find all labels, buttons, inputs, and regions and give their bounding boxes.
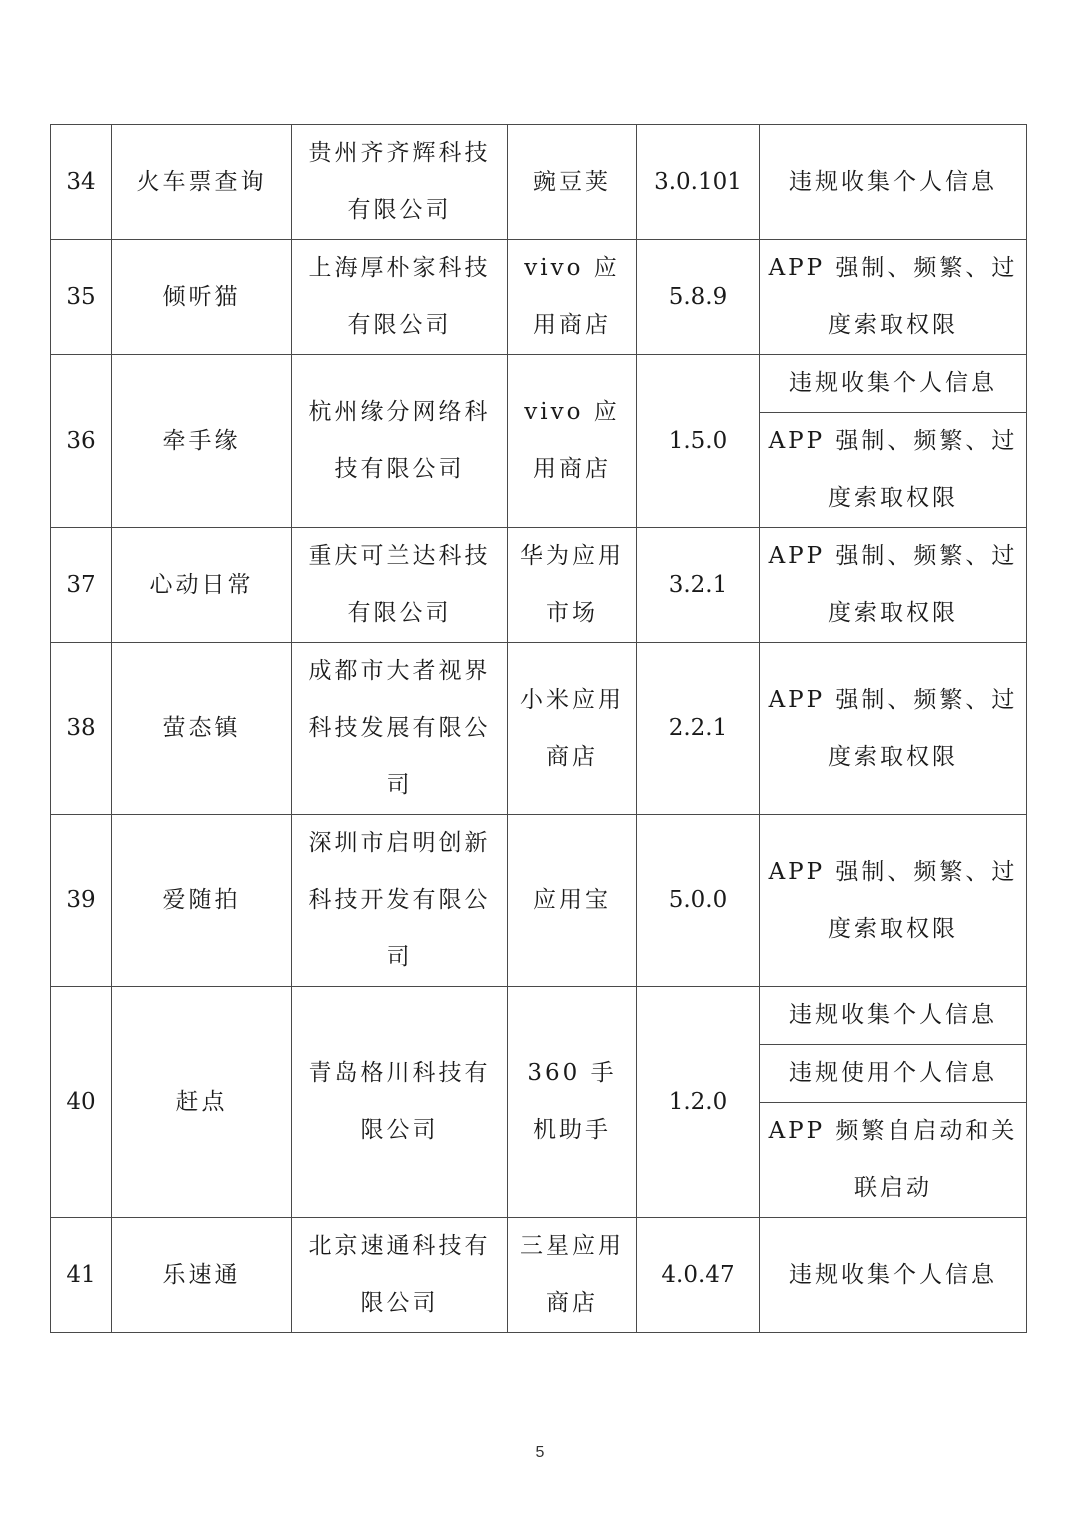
version-cell: 1.2.0 (637, 987, 760, 1218)
page-number: 5 (535, 1444, 545, 1461)
issue-cell: APP 强制、频繁、过度索取权限 (760, 413, 1027, 528)
app-name-cell: 心动日常 (112, 528, 292, 643)
table-row (51, 987, 1027, 1045)
company-cell: 上海厚朴家科技有限公司 (292, 240, 508, 355)
issue-cell: 违规收集个人信息 (760, 125, 1027, 240)
table-row (51, 815, 1027, 987)
app-name-cell: 牵手缘 (112, 355, 292, 528)
app-store-cell: 360 手机助手 (508, 987, 637, 1218)
company-cell: 深圳市启明创新科技开发有限公司 (292, 815, 508, 987)
app-name-cell: 倾听猫 (112, 240, 292, 355)
app-store-cell: 豌豆荚 (508, 125, 637, 240)
app-store-cell: 三星应用商店 (508, 1218, 637, 1333)
version-cell: 4.0.47 (637, 1218, 760, 1333)
version-cell: 3.2.1 (637, 528, 760, 643)
app-store-cell: vivo 应用商店 (508, 240, 637, 355)
app-name-cell: 赶点 (112, 987, 292, 1218)
issue-cell: 违规收集个人信息 (760, 987, 1027, 1045)
row-number-cell: 35 (51, 240, 112, 355)
app-name-cell: 火车票查询 (112, 125, 292, 240)
app-store-cell: vivo 应用商店 (508, 355, 637, 528)
company-cell: 成都市大者视界科技发展有限公司 (292, 643, 508, 815)
row-number-cell: 37 (51, 528, 112, 643)
app-name-cell: 萤态镇 (112, 643, 292, 815)
table-body (51, 125, 1027, 1333)
issue-cell: 违规收集个人信息 (760, 1218, 1027, 1333)
app-store-cell: 小米应用商店 (508, 643, 637, 815)
company-cell: 重庆可兰达科技有限公司 (292, 528, 508, 643)
table-row (51, 125, 1027, 240)
version-cell: 2.2.1 (637, 643, 760, 815)
company-cell: 贵州齐齐辉科技有限公司 (292, 125, 508, 240)
row-number-cell: 41 (51, 1218, 112, 1333)
table-row (51, 643, 1027, 815)
table-row (51, 1218, 1027, 1333)
issue-cell: APP 频繁自启动和关联启动 (760, 1103, 1027, 1218)
issue-cell: APP 强制、频繁、过度索取权限 (760, 643, 1027, 815)
version-cell: 1.5.0 (637, 355, 760, 528)
issue-cell: APP 强制、频繁、过度索取权限 (760, 528, 1027, 643)
company-cell: 杭州缘分网络科技有限公司 (292, 355, 508, 528)
app-store-cell: 应用宝 (508, 815, 637, 987)
table-row (51, 355, 1027, 413)
app-store-cell: 华为应用市场 (508, 528, 637, 643)
version-cell: 3.0.101 (637, 125, 760, 240)
app-name-cell: 爱随拍 (112, 815, 292, 987)
row-number-cell: 34 (51, 125, 112, 240)
app-violation-table (50, 124, 1027, 1333)
table-row (51, 528, 1027, 643)
company-cell: 青岛格川科技有限公司 (292, 987, 508, 1218)
company-cell: 北京速通科技有限公司 (292, 1218, 508, 1333)
version-cell: 5.8.9 (637, 240, 760, 355)
row-number-cell: 40 (51, 987, 112, 1218)
row-number-cell: 38 (51, 643, 112, 815)
issue-cell: APP 强制、频繁、过度索取权限 (760, 240, 1027, 355)
issue-cell: 违规收集个人信息 (760, 355, 1027, 413)
issue-cell: 违规使用个人信息 (760, 1045, 1027, 1103)
row-number-cell: 39 (51, 815, 112, 987)
app-name-cell: 乐速通 (112, 1218, 292, 1333)
version-cell: 5.0.0 (637, 815, 760, 987)
table-row (51, 240, 1027, 355)
row-number-cell: 36 (51, 355, 112, 528)
issue-cell: APP 强制、频繁、过度索取权限 (760, 815, 1027, 987)
